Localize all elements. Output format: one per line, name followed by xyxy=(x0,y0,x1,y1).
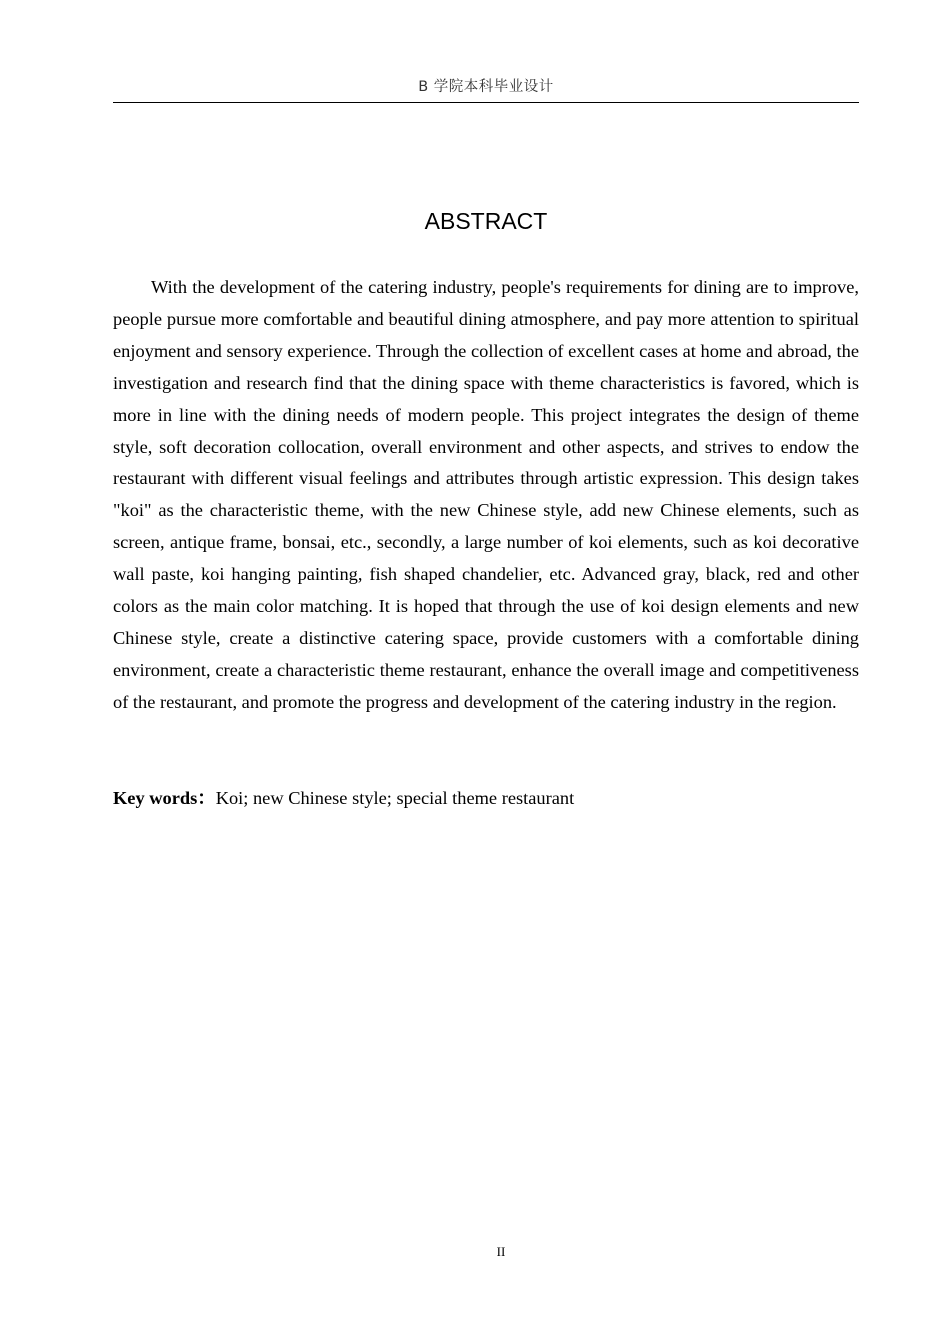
keywords-line xyxy=(113,783,859,815)
page-number: II xyxy=(496,1244,506,1259)
keywords-label: Key words： xyxy=(113,788,216,808)
abstract-title: ABSTRACT xyxy=(424,208,548,234)
header-title: B 学院本科毕业设计 xyxy=(418,79,554,95)
keywords-value: Koi; new Chinese style; special theme restaurant xyxy=(215,788,575,808)
page-header xyxy=(113,76,859,103)
abstract-body: With the development of the catering industry, people's requirements for dining are to improve, people pursue more comfortable and beautiful dining atmosphere, and pay more attention to spiritual enjoyment and sensory experience. Through the collection of excellent cases at home and abroad, the investigation and research find that the dining space with theme characteristics is favored, which is more in line with the dining needs of modern people. This project integrates the design of theme style, soft decoration collocation, overall environment and other aspects, and strives to endow the restaurant with different visual feelings and attributes through artistic expression. This design takes "koi" as the characteristic theme, with the new Chinese style, add new Chinese elements, such as screen, antique frame, bonsai, etc., secondly, a large number of koi elements, such as koi decorative wall paste, koi hanging painting, fish shaped chandelier, etc. Advanced gray, black, red and other colors as the main color matching. It is hoped that through the use of koi design elements and new Chinese style, create a distinctive catering space, provide customers with a comfortable dining environment, create a characteristic theme restaurant, enhance the overall image and competitiveness of the restaurant, and promote the progress and development of the catering industry in the region. xyxy=(113,277,859,712)
